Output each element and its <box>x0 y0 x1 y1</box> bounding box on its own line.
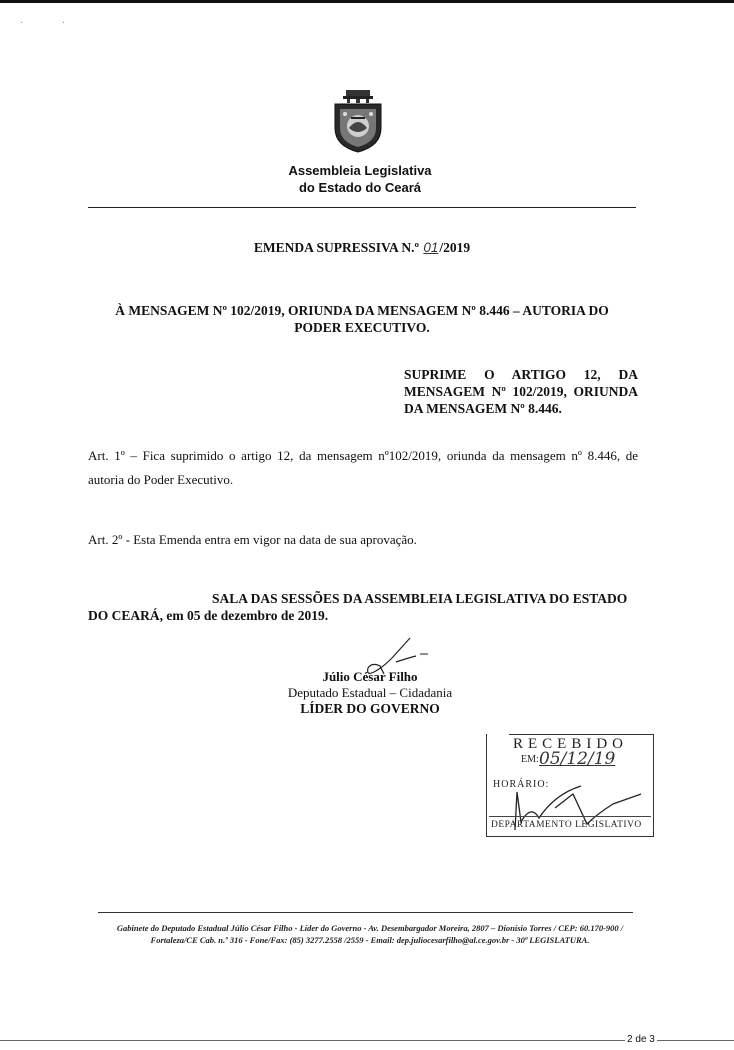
footer-divider <box>98 912 633 913</box>
footer-line1: Gabinete do Deputado Estadual Júlio César Filho - Líder do Governo - Av. Desembargador Moreira, 2807 – Dionísio Torres / CEP: 60.170-900 / <box>116 923 624 933</box>
signer-name: Júlio César Filho <box>322 669 418 684</box>
state-crest-icon <box>331 88 385 154</box>
signer-position: LÍDER DO GOVERNO <box>300 701 440 716</box>
article-2: Art. 2º - Esta Emenda entra em vigor na data de sua aprovação. <box>88 532 417 547</box>
amendment-number: 01 <box>423 240 439 255</box>
stamp-divider <box>489 816 651 817</box>
document-title <box>88 240 636 256</box>
stamp-date-label: EM: <box>521 754 539 765</box>
stamp-department: DEPARTAMENTO LEGISLATIVO <box>491 820 642 830</box>
stamp-top-border <box>509 734 653 735</box>
scan-top-edge <box>0 0 734 3</box>
scan-specks: · · <box>20 18 84 29</box>
assembly-name-line2: do Estado do Ceará <box>298 180 422 195</box>
page-indicator: 2 de 3 <box>627 1034 655 1045</box>
stamp-date: 05/12/19 <box>539 749 616 769</box>
stamp-time-label: HORÁRIO: <box>493 779 550 790</box>
title-prefix: EMENDA SUPRESSIVA N.º <box>253 240 419 255</box>
signer-role: Deputado Estadual – Cidadania <box>287 685 453 700</box>
footer-line2: Fortaleza/CE Cab. n.º 316 - Fone/Fax: (85) 3277.2558 /2559 - Email: dep.juliocesarfilho@al.ce.gov.br - 30ª LEGISLATURA. <box>150 935 590 945</box>
received-stamp <box>486 734 654 837</box>
title-suffix: /2019 <box>439 240 471 255</box>
assembly-name <box>260 162 460 196</box>
closing-paragraph: SALA DAS SESSÕES DA ASSEMBLEIA LEGISLATIVA DO ESTADO DO CEARÁ, em 05 de dezembro de 2019. <box>88 591 628 623</box>
stamp-title: RECEBIDO <box>513 736 628 752</box>
ementa: SUPRIME O ARTIGO 12, DA MENSAGEM Nº 102/2019, ORIUNDA DA MENSAGEM Nº 8.446. <box>404 367 638 416</box>
header-divider <box>88 207 636 208</box>
footer-address <box>90 922 650 946</box>
signature-block <box>240 669 500 717</box>
document-subject: À MENSAGEM Nº 102/2019, ORIUNDA DA MENSAGEM Nº 8.446 – AUTORIA DO PODER EXECUTIVO. <box>115 303 609 335</box>
page-bottom-rule <box>0 1040 734 1041</box>
article-1: Art. 1º – Fica suprimido o artigo 12, da mensagem nº102/2019, oriunda da mensagem nº 8.446, de autoria do Poder Executivo. <box>88 448 638 487</box>
assembly-name-line1: Assembleia Legislativa <box>288 163 432 178</box>
